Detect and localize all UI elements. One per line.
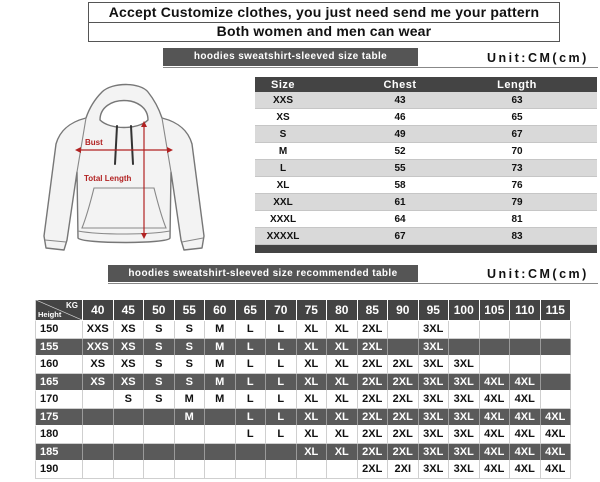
size-table-chest-cell: 64 <box>394 213 406 225</box>
weight-header-cell: 60 <box>205 300 236 321</box>
size-cell: 2XL <box>388 409 419 427</box>
size-cell <box>236 461 267 479</box>
size-cell: 4XL <box>480 461 511 479</box>
size-cell: 2XL <box>388 391 419 409</box>
size-table-chest-cell: 61 <box>394 196 406 208</box>
size-table-size-cell: S <box>279 128 287 140</box>
size-column-header: Size <box>270 78 295 91</box>
weight-header-cell: 70 <box>266 300 297 321</box>
size-cell: 3XL <box>419 356 450 374</box>
size-cell: 4XL <box>510 461 541 479</box>
divider <box>163 67 598 68</box>
size-cell: 3XL <box>419 321 450 339</box>
size-cell <box>175 461 206 479</box>
size-cell: 2XL <box>388 444 419 462</box>
size-cell <box>144 461 175 479</box>
size-cell <box>205 444 236 462</box>
size-cell: 2XL <box>358 339 389 357</box>
size-cell: S <box>175 339 206 357</box>
size-table-body <box>255 92 597 245</box>
size-cell <box>541 339 572 357</box>
height-cell: 150 <box>35 321 83 339</box>
bust-label: Bust <box>85 138 103 147</box>
size-cell <box>266 461 297 479</box>
size-cell: M <box>205 356 236 374</box>
size-cell: L <box>266 374 297 392</box>
weight-header-cell: 40 <box>83 300 114 321</box>
size-table-header <box>255 77 597 92</box>
weight-header-cell: 105 <box>480 300 511 321</box>
size-cell: XL <box>297 356 328 374</box>
size-cell: XL <box>327 444 358 462</box>
size-table-size-cell: XXXL <box>269 213 297 225</box>
size-cell: 3XL <box>419 444 450 462</box>
recommend-row <box>35 321 571 339</box>
size-cell: XS <box>83 374 114 392</box>
size-table-row <box>255 211 597 228</box>
size-table-row <box>255 143 597 160</box>
size-cell: S <box>144 356 175 374</box>
size-table-row <box>255 126 597 143</box>
size-table-title: hoodies sweatshirt-sleeved size table <box>163 48 418 66</box>
size-cell: S <box>144 391 175 409</box>
promo-line-1: Accept Customize clothes, you just need send me your pattern <box>108 4 540 20</box>
chest-column-header: Chest <box>383 78 417 91</box>
size-table-row <box>255 228 597 245</box>
height-cell: 170 <box>35 391 83 409</box>
size-cell <box>541 321 572 339</box>
total-length-label: Total Length <box>84 174 132 183</box>
size-table-row <box>255 92 597 109</box>
recommend-table <box>35 300 571 479</box>
size-cell: 2XL <box>358 461 389 479</box>
size-cell: 2XI <box>388 461 419 479</box>
size-cell: XL <box>327 391 358 409</box>
size-cell: S <box>175 321 206 339</box>
weight-header-cell: 65 <box>236 300 267 321</box>
size-cell: 2XL <box>358 444 389 462</box>
size-cell <box>480 339 511 357</box>
size-table-size-cell: XS <box>276 111 290 123</box>
size-cell: XL <box>297 339 328 357</box>
size-cell: 4XL <box>510 426 541 444</box>
size-cell: 3XL <box>449 461 480 479</box>
size-table-footer-bar <box>255 245 597 253</box>
size-cell <box>541 374 572 392</box>
size-cell <box>175 426 206 444</box>
size-cell <box>144 409 175 427</box>
size-cell <box>480 321 511 339</box>
size-table-chest-cell: 58 <box>394 179 406 191</box>
size-cell: XL <box>327 426 358 444</box>
size-cell: 3XL <box>419 426 450 444</box>
size-cell: 2XL <box>358 356 389 374</box>
size-table-unit: Unit:CM(cm) <box>487 51 589 65</box>
size-cell: 4XL <box>510 374 541 392</box>
size-cell <box>144 444 175 462</box>
size-cell: L <box>266 426 297 444</box>
size-cell: 2XL <box>388 374 419 392</box>
corner-cell <box>35 300 83 321</box>
size-table-row <box>255 194 597 211</box>
size-table-size-cell: XXS <box>272 94 293 106</box>
size-cell: 4XL <box>541 444 572 462</box>
weight-header-cell: 95 <box>419 300 450 321</box>
recommend-row <box>35 409 571 427</box>
size-table-size-cell: L <box>279 162 287 174</box>
size-table-size-cell: XL <box>276 179 290 191</box>
promo-banner <box>88 2 560 42</box>
size-cell <box>388 321 419 339</box>
recommend-row <box>35 356 571 374</box>
size-cell: L <box>266 321 297 339</box>
height-cell: 155 <box>35 339 83 357</box>
size-table-chest-cell: 43 <box>394 94 406 106</box>
size-cell: XS <box>114 356 145 374</box>
size-table-length-cell: 81 <box>511 213 523 225</box>
size-cell: L <box>266 339 297 357</box>
size-cell <box>114 426 145 444</box>
height-cell: 180 <box>35 426 83 444</box>
size-table-row <box>255 177 597 194</box>
size-table-length-cell: 76 <box>511 179 523 191</box>
size-table-size-cell: XXL <box>273 196 293 208</box>
size-table-length-cell: 83 <box>511 230 523 242</box>
size-cell: 4XL <box>480 374 511 392</box>
recommend-row <box>35 374 571 392</box>
size-cell: 2XL <box>388 356 419 374</box>
size-cell: XL <box>297 321 328 339</box>
size-cell: L <box>236 426 267 444</box>
size-cell <box>449 321 480 339</box>
size-table-row <box>255 109 597 126</box>
size-cell <box>205 409 236 427</box>
size-cell: 4XL <box>480 444 511 462</box>
size-cell: M <box>175 391 206 409</box>
size-cell: L <box>266 409 297 427</box>
size-cell: 3XL <box>449 444 480 462</box>
weight-header-cell: 80 <box>327 300 358 321</box>
size-cell <box>297 461 328 479</box>
weight-header-cell: 50 <box>144 300 175 321</box>
size-cell: XL <box>297 391 328 409</box>
size-cell <box>541 391 572 409</box>
size-table-size-cell: XXXXL <box>266 230 300 242</box>
size-cell: XL <box>327 339 358 357</box>
recommend-row <box>35 391 571 409</box>
size-cell: L <box>236 374 267 392</box>
size-cell <box>510 321 541 339</box>
size-table-length-cell: 70 <box>511 145 523 157</box>
recommend-row <box>35 339 571 357</box>
size-cell: 3XL <box>449 409 480 427</box>
size-cell <box>83 444 114 462</box>
size-table-length-cell: 63 <box>511 94 523 106</box>
size-cell: 2XL <box>358 374 389 392</box>
hoodie-icon <box>40 80 208 258</box>
recommend-table-body <box>35 321 571 479</box>
size-cell: 3XL <box>419 391 450 409</box>
size-cell: 4XL <box>510 409 541 427</box>
size-cell <box>205 426 236 444</box>
size-cell: 3XL <box>419 374 450 392</box>
size-cell <box>83 426 114 444</box>
size-cell: 4XL <box>480 426 511 444</box>
size-cell: L <box>236 356 267 374</box>
size-table <box>255 77 597 253</box>
size-cell: S <box>144 321 175 339</box>
size-cell: XL <box>327 409 358 427</box>
size-cell: L <box>266 356 297 374</box>
size-cell: XS <box>114 374 145 392</box>
size-cell: S <box>175 374 206 392</box>
size-cell: L <box>266 391 297 409</box>
size-cell: 2XL <box>358 321 389 339</box>
size-cell: L <box>236 339 267 357</box>
size-cell: 4XL <box>510 391 541 409</box>
size-cell: XXS <box>83 339 114 357</box>
size-cell: M <box>205 374 236 392</box>
size-table-length-cell: 79 <box>511 196 523 208</box>
size-cell: L <box>236 391 267 409</box>
size-cell <box>266 444 297 462</box>
size-table-length-cell: 73 <box>511 162 523 174</box>
size-cell <box>236 444 267 462</box>
size-cell <box>510 339 541 357</box>
recommend-table-unit: Unit:CM(cm) <box>487 267 589 281</box>
size-cell <box>510 356 541 374</box>
size-cell <box>114 409 145 427</box>
size-cell <box>83 391 114 409</box>
size-cell: XL <box>297 426 328 444</box>
size-cell: 4XL <box>541 461 572 479</box>
recommend-table-title: hoodies sweatshirt-sleeved size recommended table <box>108 265 418 282</box>
size-cell: XL <box>327 374 358 392</box>
height-cell: 175 <box>35 409 83 427</box>
size-cell: S <box>175 356 206 374</box>
length-column-header: Length <box>497 78 537 91</box>
size-cell: 3XL <box>449 374 480 392</box>
size-table-chest-cell: 49 <box>394 128 406 140</box>
size-cell: L <box>236 321 267 339</box>
size-table-chest-cell: 55 <box>394 162 406 174</box>
size-table-length-cell: 65 <box>511 111 523 123</box>
size-cell <box>144 426 175 444</box>
size-cell: M <box>175 409 206 427</box>
size-cell: XS <box>83 356 114 374</box>
weight-axis-label: KG <box>66 301 78 310</box>
size-cell <box>205 461 236 479</box>
size-cell: XS <box>114 321 145 339</box>
height-cell: 185 <box>35 444 83 462</box>
size-cell: M <box>205 391 236 409</box>
size-cell: M <box>205 339 236 357</box>
weight-header-cell: 75 <box>297 300 328 321</box>
recommend-table-header <box>35 300 571 321</box>
recommend-row <box>35 426 571 444</box>
size-cell: 3XL <box>449 356 480 374</box>
height-axis-label: Height <box>38 310 62 319</box>
weight-header-cell: 85 <box>358 300 389 321</box>
height-cell: 190 <box>35 461 83 479</box>
weight-header-cell: 55 <box>175 300 206 321</box>
size-table-chest-cell: 52 <box>394 145 406 157</box>
recommend-row <box>35 444 571 462</box>
size-cell: 2XL <box>388 426 419 444</box>
size-cell: 4XL <box>541 426 572 444</box>
size-cell: 4XL <box>510 444 541 462</box>
size-cell: L <box>236 409 267 427</box>
size-cell: 3XL <box>449 391 480 409</box>
size-cell: S <box>144 374 175 392</box>
size-cell: XXS <box>83 321 114 339</box>
size-cell <box>327 461 358 479</box>
size-cell: 3XL <box>419 461 450 479</box>
size-cell: 2XL <box>358 409 389 427</box>
size-cell: 3XL <box>449 426 480 444</box>
size-cell: XL <box>297 374 328 392</box>
divider <box>108 283 598 284</box>
size-table-chest-cell: 46 <box>394 111 406 123</box>
size-cell <box>388 339 419 357</box>
size-cell <box>83 461 114 479</box>
size-cell <box>449 339 480 357</box>
size-cell <box>114 444 145 462</box>
size-table-size-cell: M <box>278 145 288 157</box>
height-cell: 160 <box>35 356 83 374</box>
recommend-row <box>35 461 571 479</box>
height-cell: 165 <box>35 374 83 392</box>
size-cell: M <box>205 321 236 339</box>
promo-line-2: Both women and men can wear <box>216 23 432 39</box>
size-cell: S <box>114 391 145 409</box>
size-cell: XL <box>327 356 358 374</box>
size-cell <box>541 356 572 374</box>
size-cell: XS <box>114 339 145 357</box>
size-cell <box>114 461 145 479</box>
size-cell: XL <box>297 409 328 427</box>
size-cell <box>83 409 114 427</box>
size-table-row <box>255 160 597 177</box>
size-table-chest-cell: 67 <box>394 230 406 242</box>
size-cell: 2XL <box>358 426 389 444</box>
weight-header-cell: 45 <box>114 300 145 321</box>
size-cell: 4XL <box>480 391 511 409</box>
size-cell: 4XL <box>480 409 511 427</box>
size-cell: XL <box>297 444 328 462</box>
size-cell: S <box>144 339 175 357</box>
weight-header-cell: 90 <box>388 300 419 321</box>
weight-header-cell: 100 <box>449 300 480 321</box>
size-cell <box>480 356 511 374</box>
size-table-length-cell: 67 <box>511 128 523 140</box>
size-cell: 3XL <box>419 339 450 357</box>
weight-header-cell: 115 <box>541 300 572 321</box>
size-cell: 4XL <box>541 409 572 427</box>
size-cell: 3XL <box>419 409 450 427</box>
weight-header-cell: 110 <box>510 300 541 321</box>
size-cell <box>175 444 206 462</box>
size-cell: 2XL <box>358 391 389 409</box>
size-cell: XL <box>327 321 358 339</box>
